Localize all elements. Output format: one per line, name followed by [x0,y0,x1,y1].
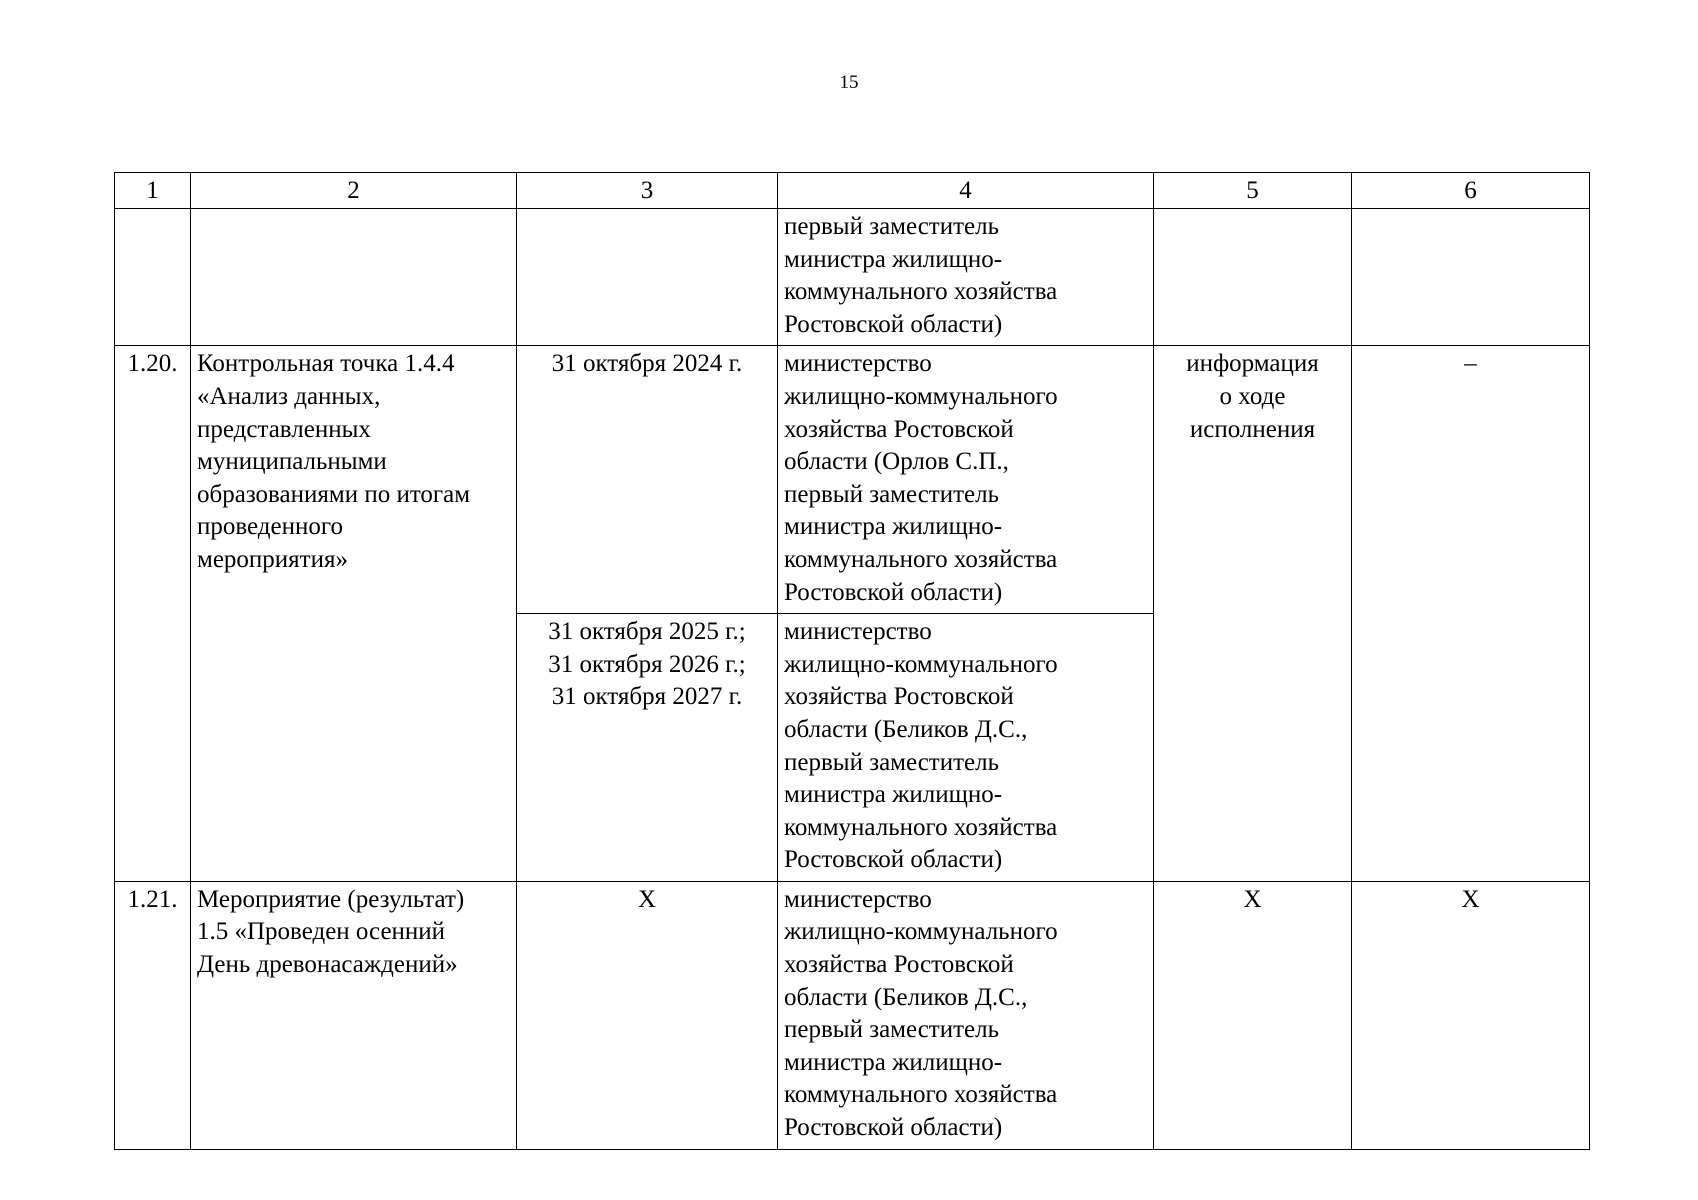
header-col-5: 5 [1154,173,1352,209]
responsible-line: министерство [784,350,932,378]
header-col-4: 4 [778,173,1154,209]
deadline-date: X [517,881,778,1149]
responsible-line: хозяйства Ростовской [784,415,1014,443]
result-document: X [1154,881,1352,1149]
page-number: 15 [839,72,859,93]
plan-table [114,172,1590,1150]
continuation-col-6 [1352,209,1590,346]
result-document-line: о ходе [1219,382,1286,410]
responsible-line: коммунального хозяйства [784,813,1058,841]
event-name-line: муниципальными [197,448,387,476]
event-name [191,881,517,1149]
event-name-line: День древонасаждений» [197,951,458,979]
responsible-line: области (Орлов С.П., [784,448,1009,476]
continuation-col-2 [191,209,517,346]
responsible-line: первый заместитель [784,480,1000,508]
responsible-line: министерство [784,618,932,646]
event-name-line: 1.5 «Проведен осенний [197,918,446,946]
continuation-col-5 [1154,209,1352,346]
deadline-line: 31 октября 2025 г.; [548,618,746,646]
responsible-line: первый заместитель [784,748,1000,776]
event-name-line: мероприятия» [197,545,348,573]
responsible-line: Ростовской области) [784,846,1003,874]
event-name-line: Контрольная точка 1.4.4 [197,350,455,378]
table-row-continuation [115,209,1590,346]
continuation-responsible [778,209,1154,346]
header-col-2: 2 [191,173,517,209]
result-document [1154,346,1352,882]
responsible-line: хозяйства Ростовской [784,683,1014,711]
table-row-1-20 [115,346,1590,614]
info-system: – [1352,346,1590,882]
responsible-line: жилищно-коммунального [784,918,1058,946]
responsible-line: области (Беликов Д.С., [784,983,1028,1011]
event-name-line: «Анализ данных, [197,382,381,410]
event-name-line: образованиями по итогам [197,480,471,508]
responsible-line: жилищно-коммунального [784,382,1058,410]
responsible-line: министра жилищно- [784,781,1003,809]
responsible-executor [778,881,1154,1149]
result-document-line: информация [1186,350,1319,378]
responsible-line: коммунального хозяйства [784,278,1058,306]
responsible-line: коммунального хозяйства [784,1081,1058,1109]
responsible-line: министра жилищно- [784,1048,1003,1076]
deadline-line: 31 октября 2024 г. [551,350,743,378]
event-name-line: Мероприятие (результат) [197,885,465,913]
responsible-line: области (Беликов Д.С., [784,715,1028,743]
continuation-col-3 [517,209,778,346]
responsible-line: первый заместитель [784,213,1000,240]
responsible-executor [778,346,1154,614]
responsible-executor [778,614,1154,882]
deadline-date [517,614,778,882]
header-col-6: 6 [1352,173,1590,209]
continuation-col-1 [115,209,191,346]
table-row-1-21 [115,881,1590,1149]
responsible-line: хозяйства Ростовской [784,951,1014,979]
deadline-line: 31 октября 2026 г.; [548,650,746,678]
event-name-line: проведенного [197,513,344,541]
responsible-line: Ростовской области) [784,578,1003,606]
responsible-line: министерство [784,885,932,913]
responsible-line: министра жилищно- [784,245,1003,273]
responsible-line: Ростовской области) [784,310,1003,338]
row-number: 1.21. [115,881,191,1149]
deadline-line: 31 октября 2027 г. [551,683,743,711]
event-name [191,346,517,882]
info-system: X [1352,881,1590,1149]
header-col-3: 3 [517,173,778,209]
responsible-line: министра жилищно- [784,513,1003,541]
responsible-line: коммунального хозяйства [784,545,1058,573]
header-col-1: 1 [115,173,191,209]
row-number: 1.20. [115,346,191,882]
result-document-line: исполнения [1189,415,1316,443]
event-name-line: представленных [197,415,371,443]
deadline-date [517,346,778,614]
responsible-line: Ростовской области) [784,1114,1003,1142]
responsible-line: первый заместитель [784,1016,1000,1044]
responsible-line: жилищно-коммунального [784,650,1058,678]
table-header-row [115,173,1590,209]
